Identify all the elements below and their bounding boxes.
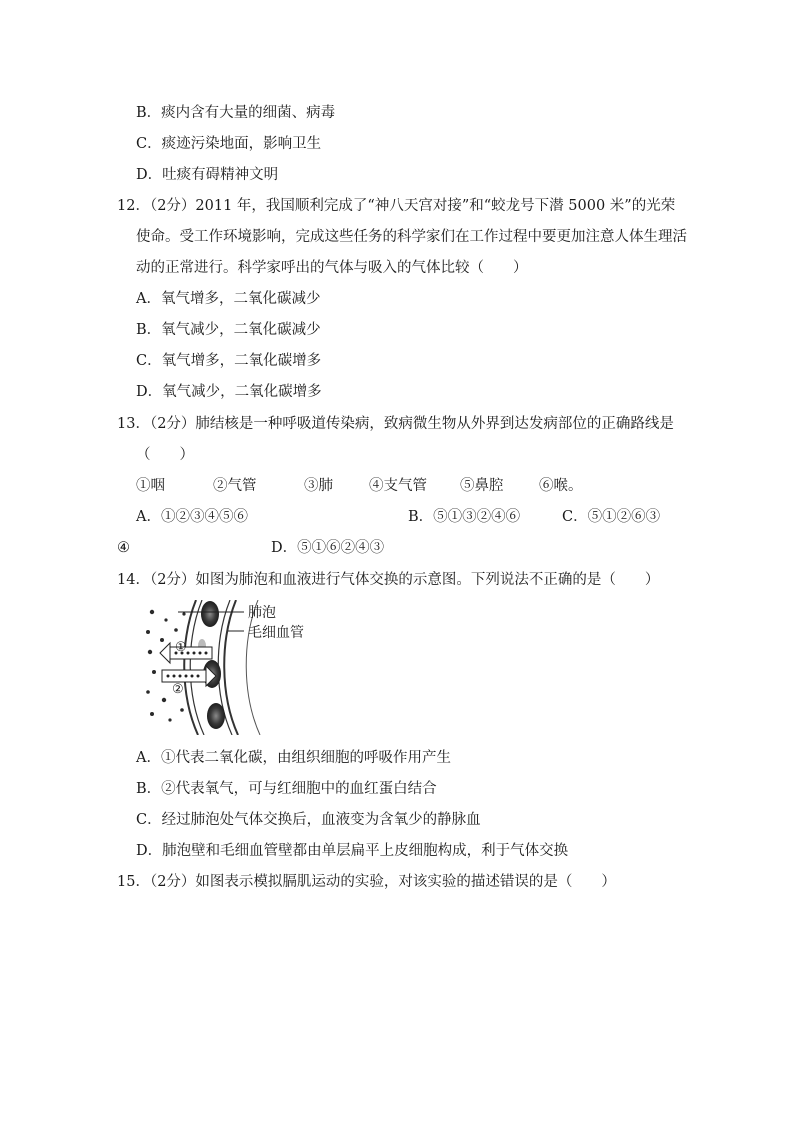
q12-stem-line-2: 使命。受工作环境影响，完成这些任务的科学家们在工作过程中要更加注意人体生理活	[136, 229, 687, 245]
q12-stem-line-3: 动的正常进行。科学家呼出的气体与吸入的气体比较（ ）	[136, 260, 528, 276]
q11-option-c: C．痰迹污染地面，影响卫生	[136, 136, 322, 152]
q13-option-d: D．⑤①⑥②④③	[271, 540, 385, 556]
q11-option-d: D．吐痰有碍精神文明	[136, 167, 279, 183]
q13-option-c-continued: ④	[117, 540, 130, 556]
q13-item-5: ⑤鼻腔	[460, 478, 504, 494]
q13-item-2: ②气管	[213, 478, 257, 494]
q13-item-4: ④支气管	[369, 478, 427, 494]
q12-option-c: C．氧气增多，二氧化碳增多	[136, 353, 322, 369]
marker-1-label: ①	[175, 640, 187, 655]
q15-stem: 15．（2分）如图表示模拟膈肌运动的实验，对该实验的描述错误的是（ ）	[117, 874, 616, 890]
q13-item-3: ③肺	[304, 478, 333, 494]
q14-option-c: C．经过肺泡处气体交换后，血液变为含氧少的静脉血	[136, 812, 481, 828]
q13-option-a: A．①②③④⑤⑥	[136, 509, 248, 525]
capillary-label: 毛细血管	[248, 625, 304, 641]
q12-option-d: D．氧气减少，二氧化碳增多	[136, 384, 322, 400]
q13-answer-blank: （ ）	[136, 447, 194, 463]
q13-option-c: C．⑤①②⑥③	[562, 509, 661, 525]
q12-stem-line-1: 12．（2分）2011 年，我国顺利完成了“神八天宫对接”和“蛟龙号下潜 5000 米”的光荣	[117, 198, 676, 214]
q13-item-6: ⑥喉。	[539, 478, 583, 494]
q13-item-1: ①咽	[136, 478, 165, 494]
q13-option-b: B．⑤①③②④⑥	[408, 509, 521, 525]
q13-stem: 13．（2分）肺结核是一种呼吸道传染病，致病微生物从外界到达发病部位的正确路线是	[117, 416, 674, 432]
q14-option-a: A．①代表二氧化碳，由组织细胞的呼吸作用产生	[136, 750, 451, 766]
q14-option-d: D．肺泡壁和毛细血管壁都由单层扁平上皮细胞构成，利于气体交换	[136, 843, 569, 859]
gas-exchange-diagram	[138, 600, 338, 735]
q12-option-a: A．氧气增多，二氧化碳减少	[136, 291, 321, 307]
alveolus-capillary-figure	[138, 600, 338, 735]
q14-stem: 14．（2分）如图为肺泡和血液进行气体交换的示意图。下列说法不正确的是（ ）	[117, 572, 660, 588]
q14-option-b: B．②代表氧气，可与红细胞中的血红蛋白结合	[136, 781, 437, 797]
alveolus-label: 肺泡	[248, 605, 276, 621]
q11-option-b: B．痰内含有大量的细菌、病毒	[136, 105, 336, 121]
marker-2-label: ②	[172, 682, 184, 697]
q12-option-b: B．氧气减少，二氧化碳减少	[136, 322, 321, 338]
